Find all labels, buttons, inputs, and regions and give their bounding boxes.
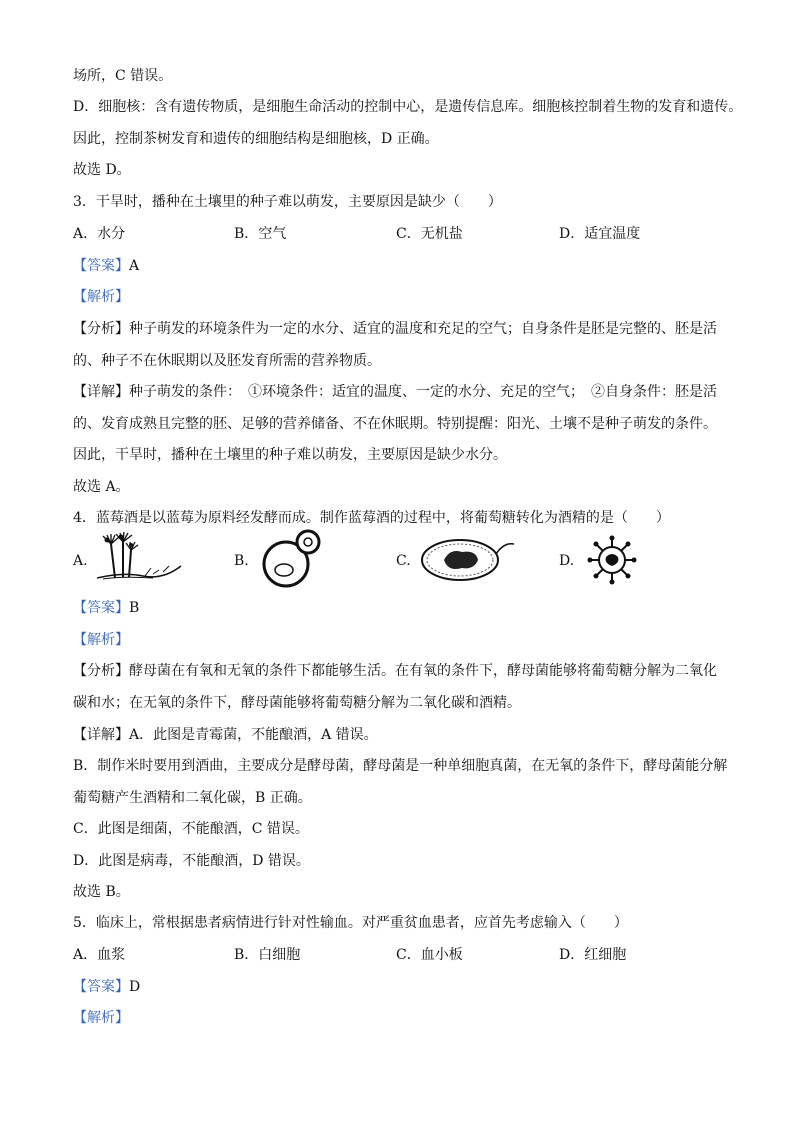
q4-option-b-label: B. [234, 553, 249, 569]
answer-tag: 【答案】 [73, 979, 129, 995]
answer-value: B [129, 600, 140, 616]
q3-answer [73, 256, 139, 276]
q3-option-d: D．适宜温度 [559, 226, 641, 242]
fenxi-tag: 【分析】 [73, 321, 129, 337]
q5-answer [73, 977, 140, 997]
fenxi-text: 酵母菌在有氧和无氧的条件下都能够生活。在有氧的条件下，酵母菌能够将葡萄糖分解为二氧化 [129, 663, 717, 679]
q4-option-a-label: A. [73, 553, 88, 569]
fenxi-text: 种子萌发的环境条件为一定的水分、适宜的温度和充足的空气；自身条件是胚是完整的、胚是活 [129, 321, 717, 337]
answer-tag: 【答案】 [73, 258, 129, 274]
text-line: 场所，C 错误。 [73, 68, 173, 84]
q5-option-c: C．血小板 [396, 947, 463, 963]
text-line: 的、种子不在休眠期以及胚发育所需的营养物质。 [73, 353, 381, 369]
xiangjie-text: 种子萌发的条件： ①环境条件：适宜的温度、一定的水分、充足的空气； ②自身条件：胚是活 [129, 384, 717, 400]
question-5-stem: 5．临床上，常根据患者病情进行针对性输血。对严重贫血患者，应首先考虑输入（ ） [73, 915, 628, 931]
text-line: 碳和水；在无氧的条件下，酵母菌能够将葡萄糖分解为二氧化碳和酒精。 [73, 695, 521, 711]
analysis-tag: 【解析】 [73, 289, 129, 305]
fenxi-tag: 【分析】 [73, 663, 129, 679]
question-4-stem: 4．蓝莓酒是以蓝莓为原料经发酵而成。制作蓝莓酒的过程中，将葡萄糖转化为酒精的是（ ） [73, 510, 670, 526]
q5-option-a: A．血浆 [73, 947, 126, 963]
question-3-stem: 3．干旱时，播种在土壤里的种子难以萌发，主要原因是缺少（ ） [73, 194, 502, 210]
q3-option-c: C．无机盐 [396, 226, 463, 242]
text-line: 故选 D。 [73, 162, 131, 178]
text-line: D．此图是病毒，不能酿酒，D 错误。 [73, 853, 310, 869]
q4-xiangjie-line [73, 725, 378, 745]
q5-option-d: D．红细胞 [559, 947, 627, 963]
conclusion: 故选 A。 [73, 479, 130, 495]
yeast-cell-icon [256, 528, 328, 588]
xiangjie-tag: 【详解】 [73, 727, 129, 743]
answer-value: D [129, 979, 141, 995]
q3-xiangjie-line [73, 382, 717, 402]
analysis-tag: 【解析】 [73, 632, 129, 648]
q3-option-a: A．水分 [73, 226, 126, 242]
text-line: D．细胞核：含有遗传物质，是细胞生命活动的控制中心，是遗传信息库。细胞核控制着生物的发育和遗传。 [73, 99, 743, 115]
xiangjie-tag: 【详解】 [73, 384, 129, 400]
q4-fenxi-line [73, 661, 717, 681]
q4-answer [73, 598, 139, 618]
mold-fungus-icon [93, 532, 183, 586]
analysis-tag: 【解析】 [73, 1010, 129, 1026]
answer-tag: 【答案】 [73, 600, 129, 616]
bacterium-icon [418, 532, 518, 584]
q5-option-b: B．白细胞 [234, 947, 301, 963]
virus-icon [582, 535, 642, 585]
q4-option-c-label: C. [396, 553, 411, 569]
answer-value: A [129, 258, 140, 274]
text-line: 因此，干旱时，播种在土壤里的种子难以萌发，主要原因是缺少水分。 [73, 447, 507, 463]
text-line: 葡萄糖产生酒精和二氧化碳，B 正确。 [73, 790, 312, 806]
q3-option-b: B．空气 [234, 226, 287, 242]
text-line: B．制作米时要用到酒曲，主要成分是酵母菌，酵母菌是一种单细胞真菌，在无氧的条件下，酵母菌能分解 [73, 758, 728, 774]
q3-fenxi-line [73, 319, 717, 339]
xiangjie-text: A．此图是青霉菌，不能酿酒，A 错误。 [129, 727, 378, 743]
text-line: 因此，控制茶树发育和遗传的细胞结构是细胞核，D 正确。 [73, 131, 439, 147]
text-line: C．此图是细菌，不能酿酒，C 错误。 [73, 821, 309, 837]
text-line: 的、发育成熟且完整的胚、足够的营养储备、不在休眠期。特别提醒：阳光、土壤不是种子萌发的条件。 [73, 416, 717, 432]
conclusion: 故选 B。 [73, 884, 130, 900]
q4-option-d-label: D. [559, 553, 575, 569]
